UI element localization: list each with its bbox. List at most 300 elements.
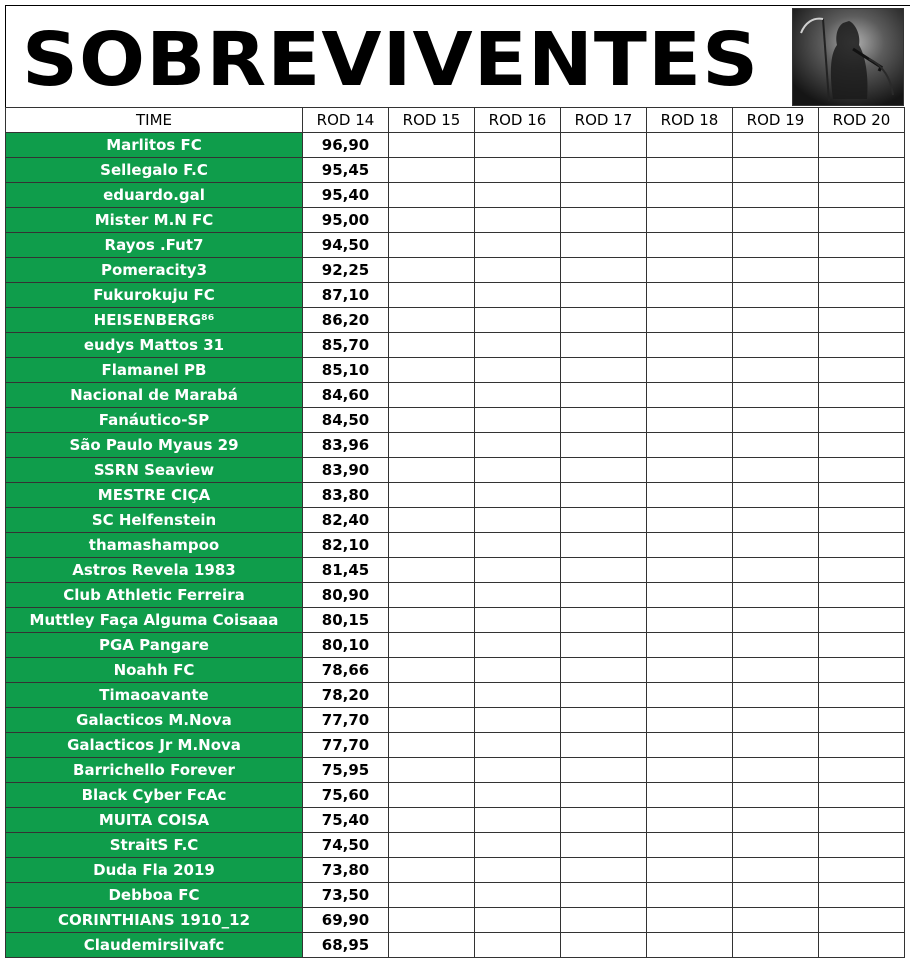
- table-row: [6, 833, 905, 858]
- rod19-empty-cell[interactable]: [733, 858, 819, 883]
- rod18-empty-cell[interactable]: [647, 358, 733, 383]
- table-row: [6, 583, 905, 608]
- rod15-empty-cell[interactable]: [389, 883, 475, 908]
- team-name-cell[interactable]: Barrichello Forever: [6, 758, 303, 783]
- rod18-empty-cell[interactable]: [647, 583, 733, 608]
- rod14-score-cell[interactable]: 82,10: [303, 533, 389, 558]
- rod18-empty-cell[interactable]: [647, 283, 733, 308]
- rod16-empty-cell[interactable]: [475, 858, 561, 883]
- rod17-empty-cell[interactable]: [561, 658, 647, 683]
- rod16-empty-cell[interactable]: [475, 358, 561, 383]
- rod14-score-cell[interactable]: 84,50: [303, 408, 389, 433]
- rod18-empty-cell[interactable]: [647, 508, 733, 533]
- rod14-score-cell[interactable]: 96,90: [303, 133, 389, 158]
- rod17-empty-cell[interactable]: [561, 583, 647, 608]
- team-name-cell[interactable]: StraitS F.C: [6, 833, 303, 858]
- rod14-score-cell[interactable]: 78,66: [303, 658, 389, 683]
- title-banner: [5, 5, 910, 107]
- rod20-empty-cell[interactable]: [819, 333, 905, 358]
- rod17-empty-cell[interactable]: [561, 708, 647, 733]
- rod18-empty-cell[interactable]: [647, 383, 733, 408]
- column-header-rod15: ROD 15: [389, 108, 475, 133]
- rod20-empty-cell[interactable]: [819, 408, 905, 433]
- rod16-empty-cell[interactable]: [475, 383, 561, 408]
- header-row: [6, 108, 905, 133]
- rod14-score-cell[interactable]: 84,60: [303, 383, 389, 408]
- rod19-empty-cell[interactable]: [733, 508, 819, 533]
- rod19-empty-cell[interactable]: [733, 608, 819, 633]
- rod18-empty-cell[interactable]: [647, 783, 733, 808]
- rod14-score-cell[interactable]: 75,40: [303, 808, 389, 833]
- rod20-empty-cell[interactable]: [819, 808, 905, 833]
- rod17-empty-cell[interactable]: [561, 433, 647, 458]
- rod20-empty-cell[interactable]: [819, 858, 905, 883]
- table-row: [6, 758, 905, 783]
- table-row: [6, 308, 905, 333]
- rod15-empty-cell[interactable]: [389, 808, 475, 833]
- rod20-empty-cell[interactable]: [819, 783, 905, 808]
- rod16-empty-cell[interactable]: [475, 883, 561, 908]
- rod17-empty-cell[interactable]: [561, 183, 647, 208]
- rod14-score-cell[interactable]: 81,45: [303, 558, 389, 583]
- rod16-empty-cell[interactable]: [475, 758, 561, 783]
- rod20-empty-cell[interactable]: [819, 883, 905, 908]
- rod14-score-cell[interactable]: 68,95: [303, 933, 389, 958]
- rod19-empty-cell[interactable]: [733, 458, 819, 483]
- rod14-score-cell[interactable]: 75,95: [303, 758, 389, 783]
- rod19-empty-cell[interactable]: [733, 183, 819, 208]
- rod15-empty-cell[interactable]: [389, 783, 475, 808]
- rod19-empty-cell[interactable]: [733, 383, 819, 408]
- rod17-empty-cell[interactable]: [561, 383, 647, 408]
- rod16-empty-cell[interactable]: [475, 258, 561, 283]
- rod15-empty-cell[interactable]: [389, 733, 475, 758]
- rod16-empty-cell[interactable]: [475, 733, 561, 758]
- team-name-cell[interactable]: Nacional de Marabá: [6, 383, 303, 408]
- team-name-cell[interactable]: thamashampoo: [6, 533, 303, 558]
- rod19-empty-cell[interactable]: [733, 483, 819, 508]
- rod19-empty-cell[interactable]: [733, 308, 819, 333]
- rod20-empty-cell[interactable]: [819, 383, 905, 408]
- rod15-empty-cell[interactable]: [389, 158, 475, 183]
- rod15-empty-cell[interactable]: [389, 183, 475, 208]
- rod16-empty-cell[interactable]: [475, 333, 561, 358]
- rod18-empty-cell[interactable]: [647, 133, 733, 158]
- rod16-empty-cell[interactable]: [475, 183, 561, 208]
- rod14-score-cell[interactable]: 77,70: [303, 733, 389, 758]
- rod14-score-cell[interactable]: 85,70: [303, 333, 389, 358]
- rod16-empty-cell[interactable]: [475, 208, 561, 233]
- rod15-empty-cell[interactable]: [389, 458, 475, 483]
- team-name-cell[interactable]: Astros Revela 1983: [6, 558, 303, 583]
- rod18-empty-cell[interactable]: [647, 933, 733, 958]
- rod18-empty-cell[interactable]: [647, 733, 733, 758]
- rod17-empty-cell[interactable]: [561, 758, 647, 783]
- rod19-empty-cell[interactable]: [733, 708, 819, 733]
- rod15-empty-cell[interactable]: [389, 633, 475, 658]
- rod17-empty-cell[interactable]: [561, 683, 647, 708]
- grim-reaper-image: [792, 8, 904, 106]
- rod17-empty-cell[interactable]: [561, 833, 647, 858]
- team-name-cell[interactable]: Club Athletic Ferreira: [6, 583, 303, 608]
- rod17-empty-cell[interactable]: [561, 908, 647, 933]
- column-header-rod17: ROD 17: [561, 108, 647, 133]
- rod18-empty-cell[interactable]: [647, 883, 733, 908]
- team-name-cell[interactable]: Mister M.N FC: [6, 208, 303, 233]
- rod19-empty-cell[interactable]: [733, 883, 819, 908]
- rod16-empty-cell[interactable]: [475, 308, 561, 333]
- rod20-empty-cell[interactable]: [819, 433, 905, 458]
- rod16-empty-cell[interactable]: [475, 608, 561, 633]
- team-name-cell[interactable]: Duda Fla 2019: [6, 858, 303, 883]
- rod18-empty-cell[interactable]: [647, 483, 733, 508]
- rod19-empty-cell[interactable]: [733, 683, 819, 708]
- rod19-empty-cell[interactable]: [733, 358, 819, 383]
- table-row: [6, 558, 905, 583]
- rod17-empty-cell[interactable]: [561, 883, 647, 908]
- rod20-empty-cell[interactable]: [819, 933, 905, 958]
- rod15-empty-cell[interactable]: [389, 408, 475, 433]
- column-header-rod16: ROD 16: [475, 108, 561, 133]
- rod14-score-cell[interactable]: 73,80: [303, 858, 389, 883]
- team-name-cell[interactable]: Galacticos Jr M.Nova: [6, 733, 303, 758]
- rod16-empty-cell[interactable]: [475, 533, 561, 558]
- rod18-empty-cell[interactable]: [647, 633, 733, 658]
- rod18-empty-cell[interactable]: [647, 858, 733, 883]
- table-row: [6, 658, 905, 683]
- rod16-empty-cell[interactable]: [475, 458, 561, 483]
- rod15-empty-cell[interactable]: [389, 908, 475, 933]
- rod17-empty-cell[interactable]: [561, 483, 647, 508]
- rod17-empty-cell[interactable]: [561, 533, 647, 558]
- table-row: [6, 783, 905, 808]
- rod19-empty-cell[interactable]: [733, 758, 819, 783]
- rod14-score-cell[interactable]: 75,60: [303, 783, 389, 808]
- rod18-empty-cell[interactable]: [647, 458, 733, 483]
- rod14-score-cell[interactable]: 73,50: [303, 883, 389, 908]
- rod20-empty-cell[interactable]: [819, 358, 905, 383]
- column-header-time: TIME: [6, 108, 303, 133]
- table-row: [6, 433, 905, 458]
- rod14-score-cell[interactable]: 92,25: [303, 258, 389, 283]
- team-name-cell[interactable]: Pomeracity3: [6, 258, 303, 283]
- rod15-empty-cell[interactable]: [389, 708, 475, 733]
- team-name-cell[interactable]: Fukurokuju FC: [6, 283, 303, 308]
- rod15-empty-cell[interactable]: [389, 133, 475, 158]
- rod14-score-cell[interactable]: 85,10: [303, 358, 389, 383]
- rod17-empty-cell[interactable]: [561, 808, 647, 833]
- team-name-cell[interactable]: Debboa FC: [6, 883, 303, 908]
- rod20-empty-cell[interactable]: [819, 833, 905, 858]
- table-row: [6, 408, 905, 433]
- rod16-empty-cell[interactable]: [475, 933, 561, 958]
- rod19-empty-cell[interactable]: [733, 258, 819, 283]
- rod15-empty-cell[interactable]: [389, 858, 475, 883]
- rod15-empty-cell[interactable]: [389, 758, 475, 783]
- rod15-empty-cell[interactable]: [389, 483, 475, 508]
- rod17-empty-cell[interactable]: [561, 608, 647, 633]
- rod14-score-cell[interactable]: 82,40: [303, 508, 389, 533]
- table-row: [6, 383, 905, 408]
- rod14-score-cell[interactable]: 80,90: [303, 583, 389, 608]
- rod18-empty-cell[interactable]: [647, 233, 733, 258]
- rod16-empty-cell[interactable]: [475, 808, 561, 833]
- rod15-empty-cell[interactable]: [389, 583, 475, 608]
- team-name-cell[interactable]: São Paulo Myaus 29: [6, 433, 303, 458]
- rod14-score-cell[interactable]: 95,00: [303, 208, 389, 233]
- rod20-empty-cell[interactable]: [819, 258, 905, 283]
- rod15-empty-cell[interactable]: [389, 533, 475, 558]
- rod17-empty-cell[interactable]: [561, 283, 647, 308]
- rod18-empty-cell[interactable]: [647, 333, 733, 358]
- table-row: [6, 133, 905, 158]
- team-name-cell[interactable]: Marlitos FC: [6, 133, 303, 158]
- rod14-score-cell[interactable]: 95,45: [303, 158, 389, 183]
- rod18-empty-cell[interactable]: [647, 558, 733, 583]
- rod16-empty-cell[interactable]: [475, 483, 561, 508]
- rod20-empty-cell[interactable]: [819, 683, 905, 708]
- rod15-empty-cell[interactable]: [389, 658, 475, 683]
- rod14-score-cell[interactable]: 94,50: [303, 233, 389, 258]
- rod18-empty-cell[interactable]: [647, 433, 733, 458]
- rod14-score-cell[interactable]: 95,40: [303, 183, 389, 208]
- rod15-empty-cell[interactable]: [389, 233, 475, 258]
- rod19-empty-cell[interactable]: [733, 133, 819, 158]
- rod16-empty-cell[interactable]: [475, 133, 561, 158]
- team-name-cell[interactable]: Galacticos M.Nova: [6, 708, 303, 733]
- rod15-empty-cell[interactable]: [389, 933, 475, 958]
- rod20-empty-cell[interactable]: [819, 233, 905, 258]
- rod16-empty-cell[interactable]: [475, 658, 561, 683]
- team-name-cell[interactable]: CORINTHIANS 1910_12: [6, 908, 303, 933]
- rod15-empty-cell[interactable]: [389, 308, 475, 333]
- rod15-empty-cell[interactable]: [389, 358, 475, 383]
- rod17-empty-cell[interactable]: [561, 158, 647, 183]
- rod17-empty-cell[interactable]: [561, 783, 647, 808]
- team-name-cell[interactable]: PGA Pangare: [6, 633, 303, 658]
- rod20-empty-cell[interactable]: [819, 708, 905, 733]
- table-row: [6, 183, 905, 208]
- rod14-score-cell[interactable]: 83,80: [303, 483, 389, 508]
- rod16-empty-cell[interactable]: [475, 783, 561, 808]
- rod15-empty-cell[interactable]: [389, 608, 475, 633]
- rod17-empty-cell[interactable]: [561, 933, 647, 958]
- rod19-empty-cell[interactable]: [733, 908, 819, 933]
- rod16-empty-cell[interactable]: [475, 833, 561, 858]
- team-name-cell[interactable]: MUITA COISA: [6, 808, 303, 833]
- rod14-score-cell[interactable]: 77,70: [303, 708, 389, 733]
- rod17-empty-cell[interactable]: [561, 233, 647, 258]
- rod19-empty-cell[interactable]: [733, 233, 819, 258]
- rod19-empty-cell[interactable]: [733, 433, 819, 458]
- team-name-cell[interactable]: MESTRE CIÇA: [6, 483, 303, 508]
- rod18-empty-cell[interactable]: [647, 308, 733, 333]
- rod14-score-cell[interactable]: 83,90: [303, 458, 389, 483]
- rod16-empty-cell[interactable]: [475, 508, 561, 533]
- team-name-cell[interactable]: eduardo.gal: [6, 183, 303, 208]
- rod20-empty-cell[interactable]: [819, 508, 905, 533]
- rod20-empty-cell[interactable]: [819, 133, 905, 158]
- rod15-empty-cell[interactable]: [389, 208, 475, 233]
- rod15-empty-cell[interactable]: [389, 433, 475, 458]
- rod18-empty-cell[interactable]: [647, 208, 733, 233]
- table-row: [6, 883, 905, 908]
- rod19-empty-cell[interactable]: [733, 933, 819, 958]
- rod14-score-cell[interactable]: 87,10: [303, 283, 389, 308]
- rod20-empty-cell[interactable]: [819, 733, 905, 758]
- rod15-empty-cell[interactable]: [389, 283, 475, 308]
- rod19-empty-cell[interactable]: [733, 808, 819, 833]
- rod16-empty-cell[interactable]: [475, 708, 561, 733]
- table-row: [6, 458, 905, 483]
- rod16-empty-cell[interactable]: [475, 233, 561, 258]
- rod16-empty-cell[interactable]: [475, 683, 561, 708]
- rod17-empty-cell[interactable]: [561, 258, 647, 283]
- rod14-score-cell[interactable]: 80,15: [303, 608, 389, 633]
- table-row: [6, 333, 905, 358]
- rod18-empty-cell[interactable]: [647, 708, 733, 733]
- rod17-empty-cell[interactable]: [561, 858, 647, 883]
- rod18-empty-cell[interactable]: [647, 758, 733, 783]
- rod18-empty-cell[interactable]: [647, 408, 733, 433]
- rod15-empty-cell[interactable]: [389, 333, 475, 358]
- rod14-score-cell[interactable]: 86,20: [303, 308, 389, 333]
- rod17-empty-cell[interactable]: [561, 408, 647, 433]
- rod17-empty-cell[interactable]: [561, 208, 647, 233]
- table-row: [6, 258, 905, 283]
- rod16-empty-cell[interactable]: [475, 408, 561, 433]
- rod14-score-cell[interactable]: 83,96: [303, 433, 389, 458]
- rod20-empty-cell[interactable]: [819, 158, 905, 183]
- rod17-empty-cell[interactable]: [561, 633, 647, 658]
- rod17-empty-cell[interactable]: [561, 558, 647, 583]
- rod19-empty-cell[interactable]: [733, 658, 819, 683]
- table-row: [6, 733, 905, 758]
- rod16-empty-cell[interactable]: [475, 908, 561, 933]
- rod18-empty-cell[interactable]: [647, 158, 733, 183]
- rod20-empty-cell[interactable]: [819, 458, 905, 483]
- page-title: SOBREVIVENTES: [22, 17, 760, 103]
- rod14-score-cell[interactable]: 80,10: [303, 633, 389, 658]
- team-name-cell[interactable]: Claudemirsilvafc: [6, 933, 303, 958]
- team-name-cell[interactable]: Fanáutico-SP: [6, 408, 303, 433]
- rod19-empty-cell[interactable]: [733, 633, 819, 658]
- table-row: [6, 933, 905, 958]
- rod20-empty-cell[interactable]: [819, 483, 905, 508]
- rod16-empty-cell[interactable]: [475, 558, 561, 583]
- team-name-cell[interactable]: Muttley Faça Alguma Coisaaa: [6, 608, 303, 633]
- rod17-empty-cell[interactable]: [561, 333, 647, 358]
- rod17-empty-cell[interactable]: [561, 733, 647, 758]
- rod20-empty-cell[interactable]: [819, 658, 905, 683]
- rod19-empty-cell[interactable]: [733, 558, 819, 583]
- team-name-cell[interactable]: Rayos .Fut7: [6, 233, 303, 258]
- rod20-empty-cell[interactable]: [819, 583, 905, 608]
- rod18-empty-cell[interactable]: [647, 258, 733, 283]
- rod15-empty-cell[interactable]: [389, 683, 475, 708]
- rod17-empty-cell[interactable]: [561, 458, 647, 483]
- table-row: [6, 683, 905, 708]
- rod16-empty-cell[interactable]: [475, 633, 561, 658]
- rod18-empty-cell[interactable]: [647, 833, 733, 858]
- rod17-empty-cell[interactable]: [561, 358, 647, 383]
- table-row: [6, 608, 905, 633]
- rod20-empty-cell[interactable]: [819, 633, 905, 658]
- rod19-empty-cell[interactable]: [733, 408, 819, 433]
- rod16-empty-cell[interactable]: [475, 283, 561, 308]
- rod17-empty-cell[interactable]: [561, 133, 647, 158]
- team-name-cell[interactable]: Timaoavante: [6, 683, 303, 708]
- rod19-empty-cell[interactable]: [733, 208, 819, 233]
- rod20-empty-cell[interactable]: [819, 908, 905, 933]
- rod16-empty-cell[interactable]: [475, 158, 561, 183]
- column-header-rod14: ROD 14: [303, 108, 389, 133]
- table-row: [6, 633, 905, 658]
- rod19-empty-cell[interactable]: [733, 733, 819, 758]
- rod19-empty-cell[interactable]: [733, 833, 819, 858]
- rod20-empty-cell[interactable]: [819, 608, 905, 633]
- rod18-empty-cell[interactable]: [647, 183, 733, 208]
- rod18-empty-cell[interactable]: [647, 908, 733, 933]
- team-name-cell[interactable]: Sellegalo F.C: [6, 158, 303, 183]
- table-row: [6, 533, 905, 558]
- rod18-empty-cell[interactable]: [647, 608, 733, 633]
- rod18-empty-cell[interactable]: [647, 683, 733, 708]
- rod16-empty-cell[interactable]: [475, 583, 561, 608]
- table-row: [6, 158, 905, 183]
- rod16-empty-cell[interactable]: [475, 433, 561, 458]
- rod18-empty-cell[interactable]: [647, 808, 733, 833]
- rod20-empty-cell[interactable]: [819, 758, 905, 783]
- rod20-empty-cell[interactable]: [819, 283, 905, 308]
- column-header-rod19: ROD 19: [733, 108, 819, 133]
- rod17-empty-cell[interactable]: [561, 308, 647, 333]
- table-row: [6, 358, 905, 383]
- team-name-cell[interactable]: SC Helfenstein: [6, 508, 303, 533]
- team-name-cell[interactable]: Noahh FC: [6, 658, 303, 683]
- rod19-empty-cell[interactable]: [733, 158, 819, 183]
- team-name-cell[interactable]: eudys Mattos 31: [6, 333, 303, 358]
- team-name-cell[interactable]: Flamanel PB: [6, 358, 303, 383]
- rod18-empty-cell[interactable]: [647, 658, 733, 683]
- rod19-empty-cell[interactable]: [733, 533, 819, 558]
- rod15-empty-cell[interactable]: [389, 258, 475, 283]
- rod18-empty-cell[interactable]: [647, 533, 733, 558]
- rod20-empty-cell[interactable]: [819, 208, 905, 233]
- rod17-empty-cell[interactable]: [561, 508, 647, 533]
- rod14-score-cell[interactable]: 69,90: [303, 908, 389, 933]
- rod19-empty-cell[interactable]: [733, 583, 819, 608]
- team-name-cell[interactable]: SSRN Seaview: [6, 458, 303, 483]
- rod14-score-cell[interactable]: 74,50: [303, 833, 389, 858]
- rod19-empty-cell[interactable]: [733, 783, 819, 808]
- rod20-empty-cell[interactable]: [819, 533, 905, 558]
- rod20-empty-cell[interactable]: [819, 558, 905, 583]
- table-row: [6, 808, 905, 833]
- rod20-empty-cell[interactable]: [819, 308, 905, 333]
- rod15-empty-cell[interactable]: [389, 833, 475, 858]
- team-name-cell[interactable]: HEISENBERG⁸⁶: [6, 308, 303, 333]
- rod19-empty-cell[interactable]: [733, 283, 819, 308]
- rod15-empty-cell[interactable]: [389, 383, 475, 408]
- rod15-empty-cell[interactable]: [389, 558, 475, 583]
- rod14-score-cell[interactable]: 78,20: [303, 683, 389, 708]
- rod20-empty-cell[interactable]: [819, 183, 905, 208]
- team-name-cell[interactable]: Black Cyber FcAc: [6, 783, 303, 808]
- rod19-empty-cell[interactable]: [733, 333, 819, 358]
- standings-table: [5, 107, 905, 958]
- rod15-empty-cell[interactable]: [389, 508, 475, 533]
